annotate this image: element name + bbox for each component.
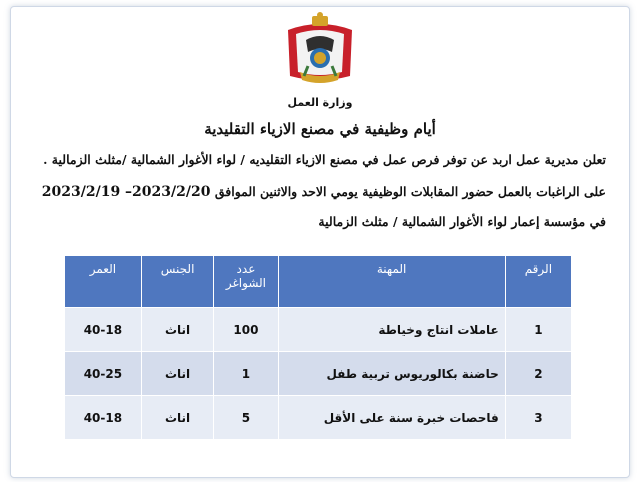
row-count: 5 [214,396,278,440]
intro-text: تعلن مديرية عمل اربد عن توفر فرص عمل في مصنع الازياء التقليديه / لواء الأغوار الشمالية /مثلث الزمالية . [43,152,606,167]
row-age: 40-18 [65,308,142,352]
row-age: 40-18 [65,396,142,440]
header-num: الرقم [505,256,571,308]
row-num: 1 [505,308,571,352]
table-row [65,352,572,396]
row-num: 2 [505,352,571,396]
header-sex: الجنس [141,256,214,308]
jordan-coat-of-arms-icon [280,10,360,90]
table-header-row [65,256,572,308]
row-num: 3 [505,396,571,440]
interview-line [16,184,606,200]
location-text: في مؤسسة إعمار لواء الأغوار الشمالية / مثلث الزمالية [318,214,606,229]
row-job: حاضنة بكالوريوس تربية طفل [278,352,505,396]
row-count: 1 [214,352,278,396]
interview-text: على الراغبات بالعمل حضور المقابلات الوظيفية يومي الاحد والاثنين الموافق [214,184,606,199]
header-age: العمر [65,256,142,308]
ministry-label: وزارة العمل [287,96,353,109]
row-sex: اناث [141,352,214,396]
row-job: فاحصات خبرة سنة على الأقل [278,396,505,440]
vacancies-table [64,255,572,440]
row-sex: اناث [141,308,214,352]
header-count: عدد الشواغر [214,256,278,308]
interview-dates: 2023/2/19 –2023/2/20 [41,184,211,200]
table-row [65,396,572,440]
row-count: 100 [214,308,278,352]
header-job: المهنة [278,256,505,308]
table-row [65,308,572,352]
row-sex: اناث [141,396,214,440]
row-job: عاملات انتاج وخياطة [278,308,505,352]
row-age: 40-25 [65,352,142,396]
page-title: أيام وظيفية في مصنع الازياء التقليدية [204,120,436,138]
